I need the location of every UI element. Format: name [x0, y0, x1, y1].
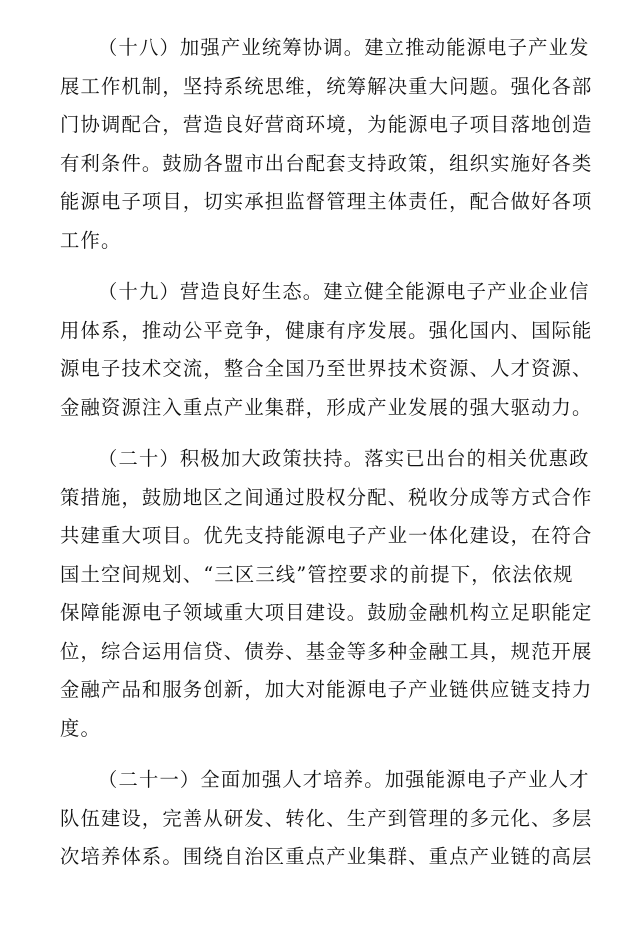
section-heading: （十九）营造良好生态。 [98, 280, 324, 303]
body-line: 能源电子项目，切实承担监督管理主体责任，配合做好各项 [60, 190, 593, 213]
body-text: 加强能源电子产业人才 [384, 768, 590, 791]
section-heading: （十八）加强产业统筹协调。 [98, 36, 365, 59]
body-line: 金融资源注入重点产业集群，形成产业发展的强大驱动力。 [60, 395, 593, 419]
paragraph-21 [0, 761, 642, 877]
paragraph-first-line [0, 761, 642, 800]
paragraph-18 [0, 29, 642, 260]
body-line: 保障能源电子领域重大项目建设。鼓励金融机构立足职能定 [60, 601, 593, 624]
paragraph-19 [0, 273, 642, 427]
body-line: 工作。 [60, 228, 122, 252]
paragraph-first-line [0, 440, 642, 479]
body-text: 建立推动能源电子产业发 [364, 36, 590, 59]
body-text: 落实已出台的相关优惠政 [364, 447, 590, 470]
body-line: 有利条件。鼓励各盟市出台配套支持政策，组织实施好各类 [60, 151, 593, 175]
body-line: 用体系，推动公平竞争，健康有序发展。强化国内、国际能 [60, 318, 593, 342]
body-line: 源电子技术交流，整合全国乃至世界技术资源、人才资源、 [60, 357, 593, 380]
body-line: 次培养体系。围绕自治区重点产业集群、重点产业链的高层 [60, 845, 593, 868]
body-line: 金融产品和服务创新，加大对能源电子产业链供应链支持力 [60, 678, 593, 701]
body-line: 度。 [60, 716, 101, 740]
section-heading: （二十）积极加大政策扶持。 [98, 447, 365, 470]
body-line: 门协调配合，营造良好营商环境，为能源电子项目落地创造 [60, 113, 593, 136]
paragraph-first-line [0, 273, 642, 312]
paragraph-20 [0, 440, 642, 748]
section-heading: （二十一）全面加强人才培养。 [98, 768, 385, 791]
body-line: 共建重大项目。优先支持能源电子产业一体化建设，在符合 [60, 524, 593, 547]
body-line: 位，综合运用信贷、债券、基金等多种金融工具，规范开展 [60, 639, 593, 663]
body-line: 展工作机制，坚持系统思维，统筹解决重大问题。强化各部 [60, 74, 593, 98]
body-line: 队伍建设，完善从研发、转化、生产到管理的多元化、多层 [60, 806, 593, 830]
body-text: 建立健全能源电子产业企业信 [323, 280, 590, 303]
body-line: 国土空间规划、“三区三线”管控要求的前提下，依法依规 [60, 562, 574, 586]
paragraph-first-line [0, 29, 642, 68]
body-line: 策措施，鼓励地区之间通过股权分配、税收分成等方式合作 [60, 485, 593, 509]
